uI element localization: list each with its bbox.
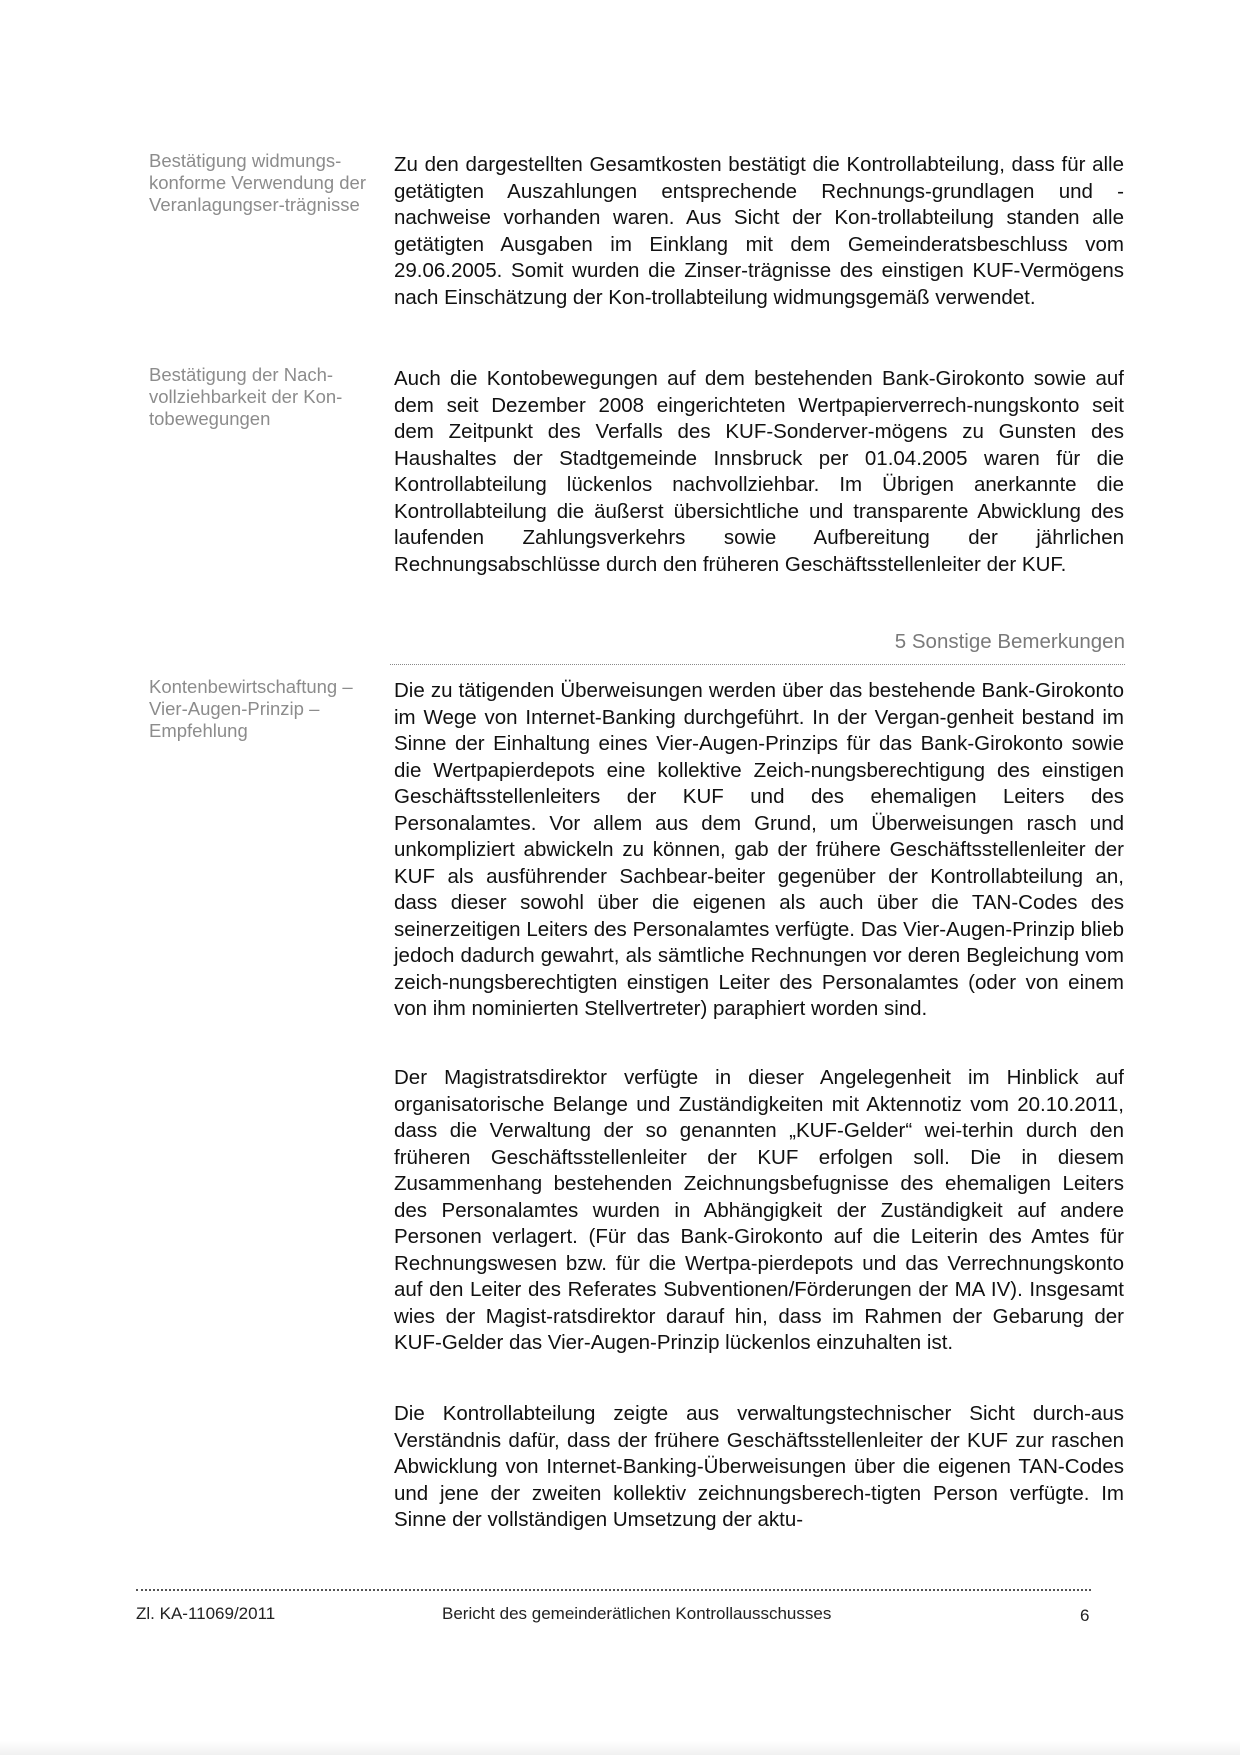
section-heading: 5 Sonstige Bemerkungen [390, 622, 1125, 665]
page-number: 6 [1080, 1606, 1090, 1625]
paragraph-ueberweisungen: Die zu tätigenden Überweisungen werden über das bestehende Bank-Girokonto im Wege von Internet-Banking durchgeführt. In der Vergan-genheit bestand im Sinne der Einhaltung eines Vier-Augen-Prinzips für das Bank-Girokonto sowie die Wertpapierdepots eine kollektive Zeich-nungsberechtigung des einstigen Geschäftsstellenleiters der KUF und des ehemaligen Leiters des Personalamtes. Vor allem aus dem Grund, um Überweisungen rasch und unkompliziert abwickeln zu können, gab der frühere Geschäftsstellenleiter der KUF als ausführender Sachbear-beiter gegenüber der Kontrollabteilung an, dass dieser sowohl über die eigenen als auch über die TAN-Codes des seinerzeitigen Leiters des Personalamtes verfügte. Das Vier-Augen-Prinzip blieb jedoch dadurch gewahrt, als sämtliche Rechnungen vor deren Begleichung vom zeich-nungsberechtigten einstigen Leiter des Personalamtes (oder von einem von ihm nominierten Stellvertreter) paraphiert worden sind. [394, 679, 1124, 1020]
footer-reference: Zl. KA-11069/2011 [136, 1604, 276, 1623]
paragraph-magistratsdirektor: Der Magistratsdirektor verfügte in dieser Angelegenheit im Hinblick auf organisatorische Belange und Zuständigkeiten mit Aktennotiz vom 20.10.2011, dass die Verwaltung der so genannten „KUF-Gelder“ wei-terhin durch den früheren Geschäftsstellenleiter der KUF erfolgen soll. Die in diesem Zusammenhang bestehenden Zeichnungsbefugnisse des ehemaligen Leiters des Personalamtes wurden in Abhängigkeit der Zuständigkeit auf andere Personen verlagert. (Für das Bank-Girokonto auf die Leiterin des Amtes für Rechnungswesen bzw. für die Wertpa-pierdepots und das Verrechnungskonto auf den Leiter des Referates Subventionen/Förderungen der MA IV). Insgesamt wies der Magist-ratsdirektor darauf hin, dass im Rahmen der Gebarung der KUF-Gelder das Vier-Augen-Prinzip lückenlos einzuhalten ist. [394, 1066, 1124, 1354]
page-edge-shadow [0, 1741, 1240, 1755]
paragraph-kontobewegungen: Auch die Kontobewegungen auf dem bestehenden Bank-Girokonto sowie auf dem seit Dezember 2008 eingerichteten Wertpapierverrech-nungskonto seit dem Zeitpunkt des Verfalls des KUF-Sonderver-mögens zu Gunsten des Haushaltes der Stadtgemeinde Innsbruck per 01.04.2005 waren für die Kontrollabteilung lückenlos nachvollziehbar. Im Übrigen anerkannte die Kontrollabteilung die äußerst übersichtliche und transparente Abwicklung des laufenden Zahlungsverkehrs sowie Aufbereitung der jährlichen Rechnungsabschlüsse durch den früheren Geschäftsstellenleiter der KUF. [394, 367, 1124, 576]
footer-divider [136, 1589, 1091, 1591]
margin-note-kontobewegungen: Bestätigung der Nach-vollziehbarkeit der Kon-tobewegungen [149, 364, 343, 429]
paragraph-gesamtkosten: Zu den dargestellten Gesamtkosten bestätigt die Kontrollabteilung, dass für alle getätigten Auszahlungen entsprechende Rechnungs-grundlagen und -nachweise vorhanden waren. Aus Sicht der Kon-trollabteilung standen alle getätigten Ausgaben im Einklang mit dem Gemeinderatsbeschluss vom 29.06.2005. Somit wurden die Zinser-trägnisse des einstigen KUF-Vermögens nach Einschätzung der Kon-trollabteilung widmungsgemäß verwendet. [394, 153, 1124, 309]
margin-note-kontenbewirtschaftung: Kontenbewirtschaftung – Vier-Augen-Prinzip – Empfehlung [149, 676, 353, 741]
margin-note-verwendung: Bestätigung widmungs-konforme Verwendung der Veranlagungser-trägnisse [149, 150, 366, 215]
paragraph-kontrollabteilung-verstaendnis: Die Kontrollabteilung zeigte aus verwaltungstechnischer Sicht durch-aus Verständnis dafür, dass der frühere Geschäftsstellenleiter der KUF zur raschen Abwicklung von Internet-Banking-Überweisungen über die eigenen TAN-Codes und jene der zweiten kollektiv zeichnungsberech-tigten Person verfügte. Im Sinne der vollständigen Umsetzung der aktu- [394, 1402, 1124, 1531]
footer-title: Bericht des gemeinderätlichen Kontrollausschusses [442, 1604, 832, 1623]
